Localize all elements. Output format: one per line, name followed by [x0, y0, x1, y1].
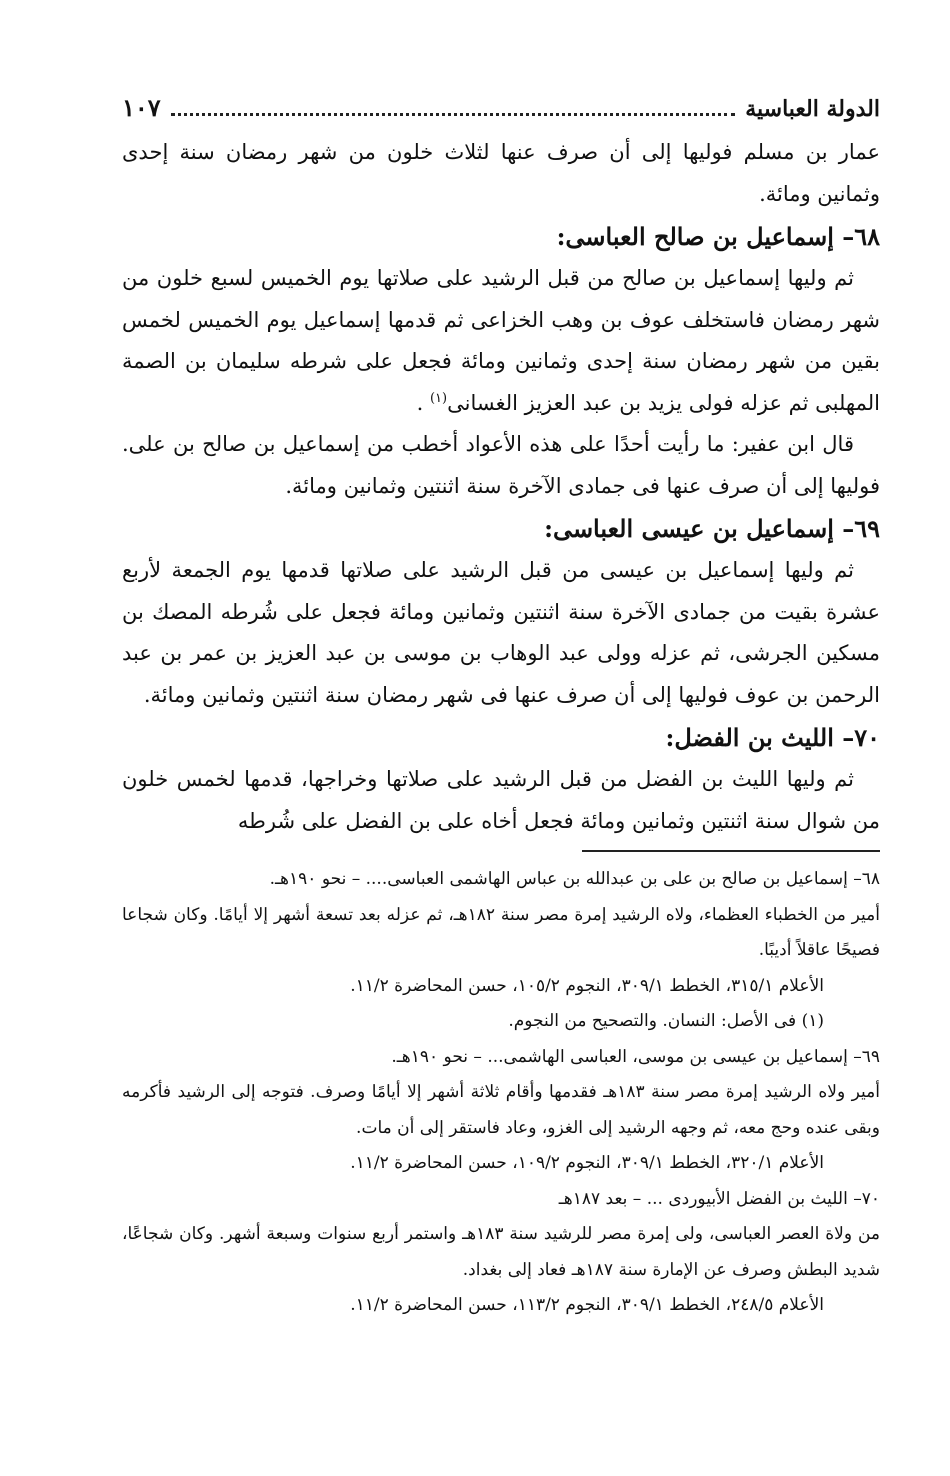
paragraph-68-2: قال ابن عفير: ما رأيت أحدًا على هذه الأعواد أخطب من إسماعيل بن صالح بن على. فوليها إلى أن صرف عنها فى جمادى الآخرة سنة اثنتين وثمانين ومائة.: [122, 432, 880, 498]
note-68-title: ٦٨– إسماعيل بن صالح بن على بن عبدالله بن عباس الهاشمى العباسى.... – نحو ١٩٠هـ.: [269, 869, 880, 889]
running-title: الدولة العباسية: [745, 96, 880, 122]
paragraph-intro: عمار بن مسلم فوليها إلى أن صرف عنها لثلاث خلون من شهر رمضان سنة إحدى وثمانين ومائة.: [122, 140, 880, 206]
note-70-text: من ولاة العصر العباسى، ولى إمرة مصر للرشيد سنة ١٨٣هـ واستمر أربع سنوات وسبعة أشهر. وكان شجاعًا، شديد البطش وصرف عن الإمارة سنة ١٨٧هـ فعاد إلى بغداد.: [122, 1224, 880, 1280]
running-header: [122, 88, 880, 132]
note-70-references: الأعلام ٢٤٨/٥، الخطط ٣٠٩/١، النجوم ١١٣/٢، حسن المحاضرة ١١/٢.: [350, 1295, 824, 1315]
footnotes: [122, 862, 880, 1324]
page-number: ١٠٧: [122, 93, 161, 122]
paragraph-68-1: [122, 258, 880, 424]
note-69-references: الأعلام ٣٢٠/١، الخطط ٣٠٩/١، النجوم ١٠٩/٢، حسن المحاضرة ١١/٢.: [350, 1153, 824, 1173]
note-69-title: ٦٩– إسماعيل بن عيسى بن موسى، العباسى الهاشمى... – نحو ١٩٠هـ.: [391, 1046, 880, 1067]
note-69-text: أمير ولاه الرشيد إمرة مصر سنة ١٨٣هـ فقدمها وأقام ثلاثة أشهر إلا أيامًا وصرف. فتوجه إلى الرشيد فأكرمه وبقى عنده وحج معه، ثم وجهه الرشيد إلى الغزو، وعاد فاستقر إلى أن مات.: [122, 1082, 880, 1138]
note-70-title: ٧٠– الليث بن الفضل الأبيوردى ... – بعد ١٨٧هـ: [558, 1188, 880, 1209]
paragraph-69: ثم وليها إسماعيل بن عيسى من قبل الرشيد على صلاتها قدمها يوم الجمعة لأربع عشرة بقيت من جمادى الآخرة سنة اثنتين وثمانين ومائة فجعل على شُرطه المصك بن مسكين الجرشى، ثم عزله وولى عبد الوهاب بن موسى بن عبد العزيز بن عمر بن عبد الرحمن بن عوف فوليها إلى أن صرف عنها فى شهر رمضان سنة اثنتين وثمانين ومائة.: [122, 558, 880, 707]
footnote-1: (١) فى الأصل: النسان. والتصحيح من النجوم.: [508, 1011, 824, 1031]
section-heading-68: ٦٨– إسماعيل بن صالح العباسى:: [556, 222, 880, 251]
paragraph-68-1-end: .: [416, 390, 430, 415]
section-heading-70: ٧٠– الليث بن الفضل:: [665, 723, 880, 752]
paragraph-68-1-text: ثم وليها إسماعيل بن صالح من قبل الرشيد على صلاتها يوم الخميس لسبع خلون من شهر رمضان فاستخلف عوف بن وهب الخزاعى ثم قدمها إسماعيل يوم الخميس لخمس بقين من شهر رمضان سنة إحدى وثمانين ومائة فجعل على شرطه سليمان بن الصمة المهلبى ثم عزله فولى يزيد بن عبد العزيز الغسانى: [122, 266, 880, 415]
note-68-references: الأعلام ٣١٥/١، الخطط ٣٠٩/١، النجوم ١٠٥/٢، حسن المحاضرة ١١/٢.: [350, 975, 824, 996]
section-heading-69: ٦٩– إسماعيل بن عيسى العباسى:: [544, 514, 880, 543]
dot-leader: [171, 113, 736, 116]
footnote-marker-1: (١): [429, 390, 448, 406]
note-68-text: أمير من الخطباء العظماء، ولاه الرشيد إمرة مصر سنة ١٨٢هـ، ثم عزله بعد تسعة أشهر إلا أيامًا. وكان شجاعا فصيحًا عاقلاً أديبًا.: [122, 904, 880, 960]
main-text: [122, 132, 880, 842]
paragraph-70: ثم وليها الليث بن الفضل من قبل الرشيد على صلاتها وخراجها، قدمها لخمس خلون من شوال سنة اثنتين وثمانين ومائة فجعل أخاه على بن الفضل على شُرطه: [122, 767, 880, 833]
footnote-separator: [582, 850, 880, 852]
